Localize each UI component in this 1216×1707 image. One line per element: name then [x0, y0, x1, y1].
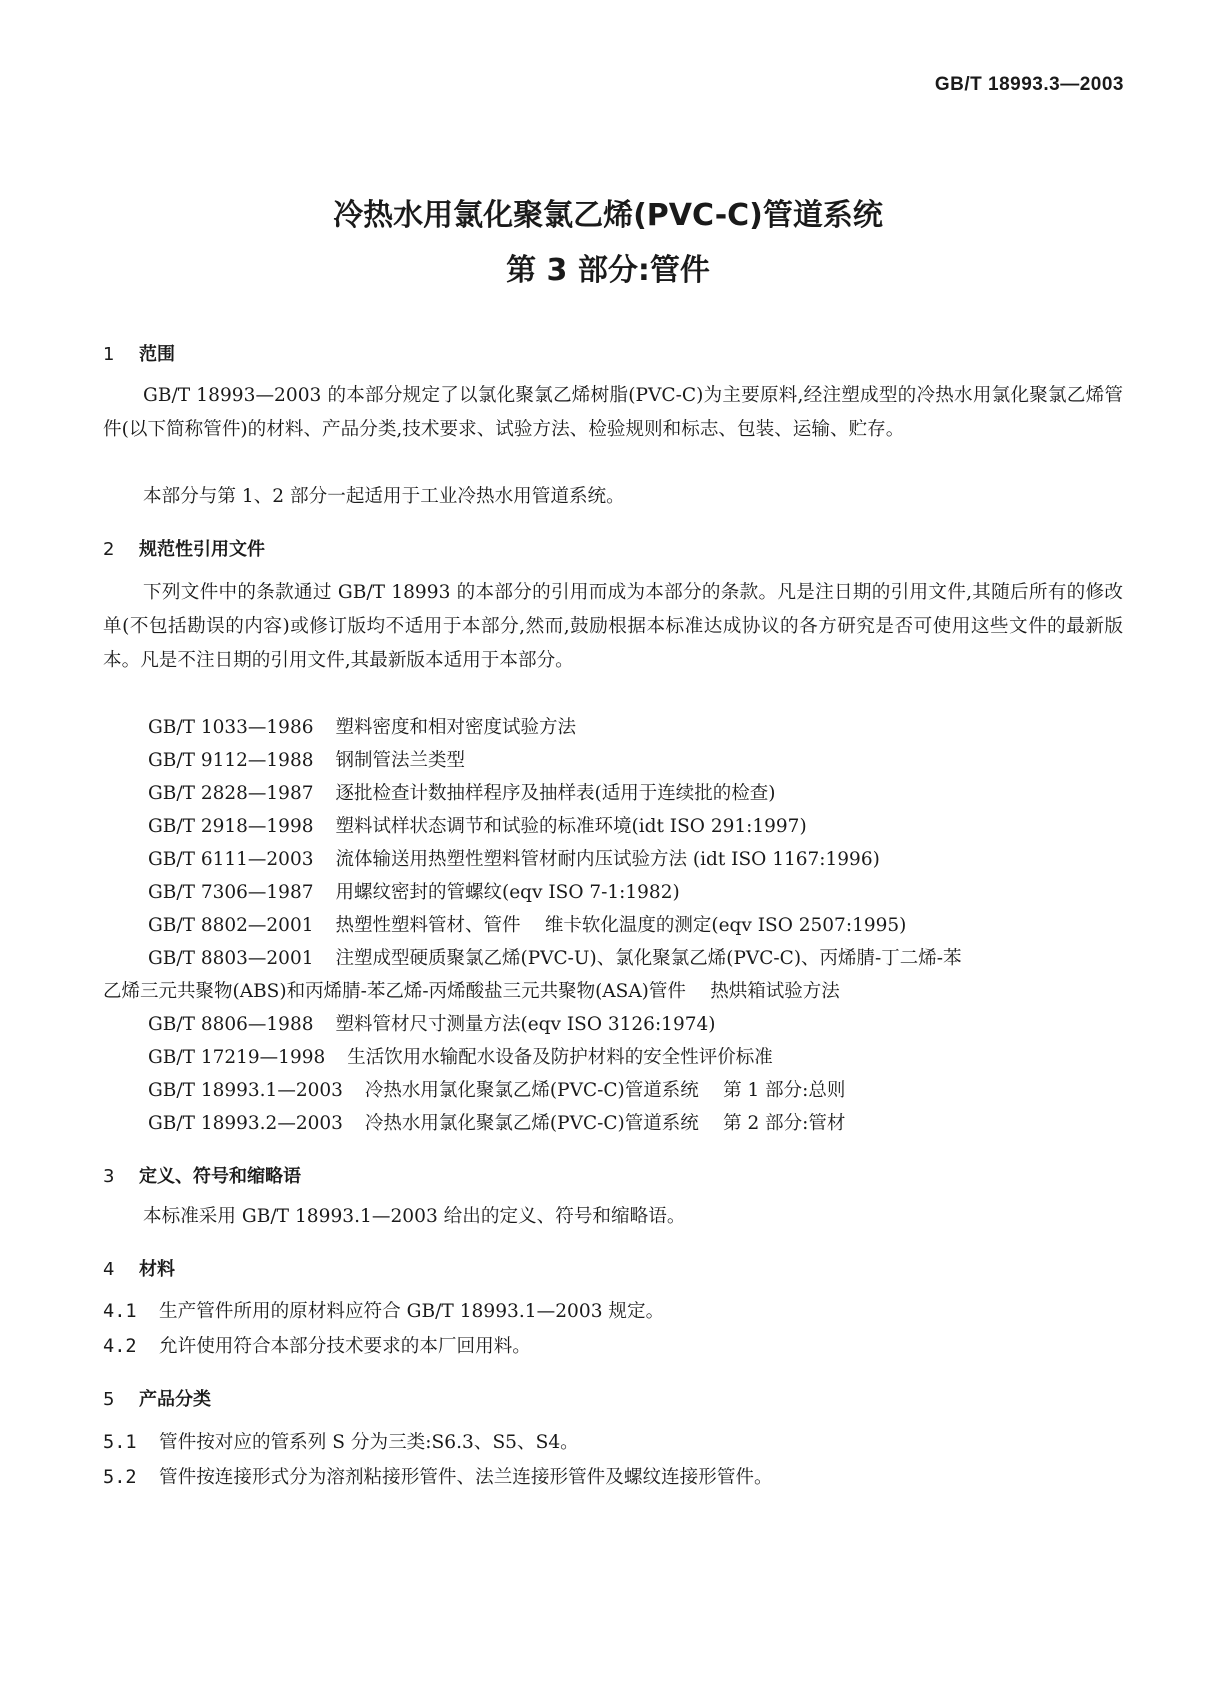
- reference-code: GB/T 18993.2—2003: [148, 1113, 343, 1134]
- reference-item: [148, 713, 576, 739]
- clause-number: 4.2: [103, 1336, 137, 1357]
- section-number: 1: [103, 344, 115, 365]
- reference-title: 注塑成型硬质聚氯乙烯(PVC-U)、氯化聚氯乙烯(PVC-C)、丙烯腈-丁二烯-苯: [335, 948, 962, 969]
- document-title-line2: 第 3 部分:管件: [506, 253, 710, 288]
- section-1-paragraph-2: 本部分与第 1、2 部分一起适用于工业冷热水用管道系统。: [143, 486, 625, 507]
- document-number: GB/T 18993.3—2003: [934, 74, 1124, 95]
- section-title: 规范性引用文件: [139, 539, 265, 560]
- clause-5-1: [103, 1428, 579, 1454]
- section-number: 3: [103, 1166, 115, 1187]
- section-number: 4: [103, 1259, 115, 1280]
- clause-4-1: [103, 1297, 664, 1323]
- reference-title: 塑料试样状态调节和试验的标准环境(idt ISO 291:1997): [335, 816, 807, 837]
- section-number: 5: [103, 1389, 115, 1410]
- section-2-paragraph-1: 下列文件中的条款通过 GB/T 18993 的本部分的引用而成为本部分的条款。凡是注日期的引用文件,其随后所有的修改单(不包括勘误的内容)或修订版均不适用于本部分,然而,鼓励根据本标准达成协议的各方研究是否可使用这些文件的最新版本。凡是不注日期的引用文件,其最新版本适用于本部分。: [103, 582, 1123, 671]
- reference-item: [148, 1109, 845, 1135]
- clause-5-2: [103, 1463, 773, 1489]
- reference-item: [148, 1043, 773, 1069]
- reference-item: [148, 911, 906, 937]
- reference-item: [148, 845, 880, 871]
- reference-code: GB/T 8806—1988: [148, 1014, 314, 1035]
- clause-text: 管件按连接形式分为溶剂粘接形管件、法兰连接形管件及螺纹连接形管件。: [159, 1467, 773, 1488]
- section-title: 产品分类: [139, 1389, 211, 1410]
- reference-code: GB/T 1033—1986: [148, 717, 314, 738]
- section-1-paragraph-1: GB/T 18993—2003 的本部分规定了以氯化聚氯乙烯树脂(PVC-C)为主要原料,经注塑成型的冷热水用氯化聚氯乙烯管件(以下简称管件)的材料、产品分类,技术要求、试验方法、检验规则和标志、包装、运输、贮存。: [103, 385, 1123, 440]
- reference-title: 冷热水用氯化聚氯乙烯(PVC-C)管道系统 第 1 部分:总则: [364, 1080, 846, 1101]
- clause-number: 5.1: [103, 1432, 137, 1453]
- reference-title: 钢制管法兰类型: [335, 750, 466, 771]
- section-3-heading: [103, 1162, 301, 1188]
- section-4-heading: [103, 1255, 175, 1281]
- section-3-paragraph-1: 本标准采用 GB/T 18993.1—2003 给出的定义、符号和缩略语。: [143, 1206, 686, 1227]
- reference-code: GB/T 17219—1998: [148, 1047, 326, 1068]
- clause-text: 允许使用符合本部分技术要求的本厂回用料。: [159, 1336, 531, 1357]
- reference-title-continuation: 乙烯三元共聚物(ABS)和丙烯腈-苯乙烯-丙烯酸盐三元共聚物(ASA)管件 热烘箱试验方法: [103, 981, 840, 1002]
- reference-title: 塑料密度和相对密度试验方法: [335, 717, 577, 738]
- reference-item: [148, 746, 465, 772]
- clause-4-2: [103, 1332, 531, 1358]
- reference-title: 生活饮用水输配水设备及防护材料的安全性评价标准: [347, 1047, 773, 1068]
- reference-title: 冷热水用氯化聚氯乙烯(PVC-C)管道系统 第 2 部分:管材: [364, 1113, 846, 1134]
- reference-title: 热塑性塑料管材、管件 维卡软化温度的测定(eqv ISO 2507:1995): [335, 915, 907, 936]
- reference-item: [148, 878, 680, 904]
- reference-code: GB/T 2828—1987: [148, 783, 314, 804]
- section-title: 范围: [139, 344, 175, 365]
- reference-title: 塑料管材尺寸测量方法(eqv ISO 3126:1974): [335, 1014, 716, 1035]
- section-5-heading: [103, 1385, 211, 1411]
- clause-number: 5.2: [103, 1467, 137, 1488]
- reference-title: 逐批检查计数抽样程序及抽样表(适用于连续批的检查): [335, 783, 776, 804]
- reference-item: [148, 1010, 715, 1036]
- reference-code: GB/T 2918—1998: [148, 816, 314, 837]
- section-2-heading: [103, 535, 265, 561]
- section-title: 定义、符号和缩略语: [139, 1166, 301, 1187]
- clause-number: 4.1: [103, 1301, 137, 1322]
- reference-item: [148, 1076, 845, 1102]
- reference-code: GB/T 6111—2003: [148, 849, 314, 870]
- reference-item: [148, 944, 962, 970]
- reference-title: 用螺纹密封的管螺纹(eqv ISO 7-1:1982): [335, 882, 680, 903]
- clause-text: 管件按对应的管系列 S 分为三类:S6.3、S5、S4。: [159, 1432, 579, 1453]
- reference-code: GB/T 8803—2001: [148, 948, 314, 969]
- reference-item: [148, 812, 807, 838]
- section-number: 2: [103, 539, 115, 560]
- reference-title: 流体输送用热塑性塑料管材耐内压试验方法 (idt ISO 1167:1996): [335, 849, 880, 870]
- section-1-heading: [103, 340, 175, 366]
- reference-code: GB/T 9112—1988: [148, 750, 314, 771]
- reference-code: GB/T 18993.1—2003: [148, 1080, 343, 1101]
- section-title: 材料: [139, 1259, 175, 1280]
- document-title-line1: 冷热水用氯化聚氯乙烯(PVC-C)管道系统: [333, 198, 883, 233]
- clause-text: 生产管件所用的原材料应符合 GB/T 18993.1—2003 规定。: [159, 1301, 665, 1322]
- reference-code: GB/T 8802—2001: [148, 915, 314, 936]
- reference-item: [148, 779, 775, 805]
- reference-code: GB/T 7306—1987: [148, 882, 314, 903]
